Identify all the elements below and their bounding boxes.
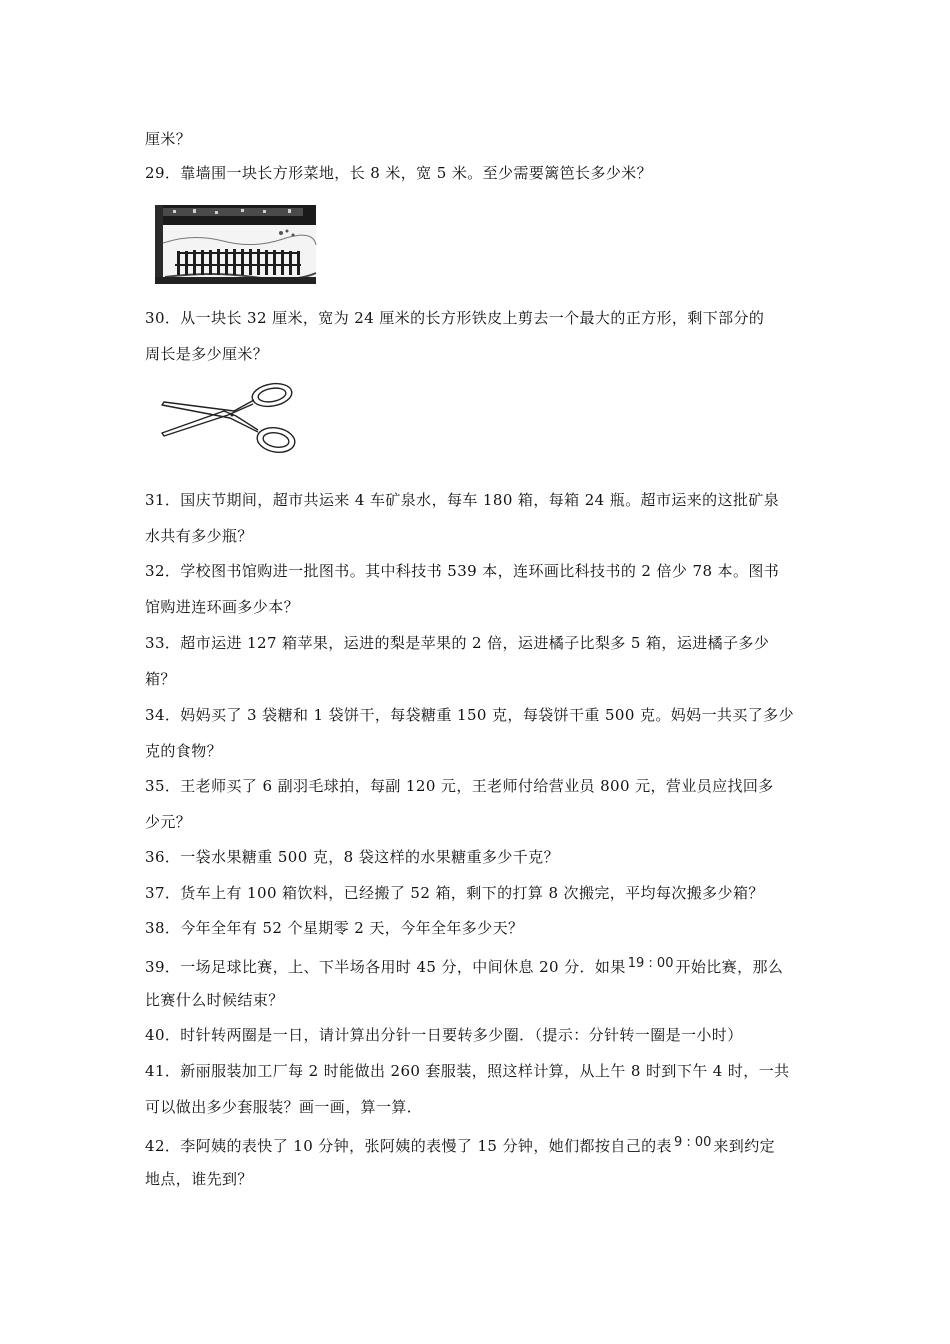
question-29: 29．靠墙围一块长方形菜地，长 8 米，宽 5 米。至少需要篱笆长多少米？ [145, 164, 653, 182]
question-41: 41．新丽服装加工厂每 2 时能做出 260 套服装，照这样计算，从上午 8 时到下午 4 时，一共 [145, 1062, 790, 1080]
question-42-text-end: 来到约定 [713, 1137, 776, 1155]
question-42 [145, 1133, 810, 1156]
question-39 [145, 954, 810, 977]
question-39-text-end: 开始比赛，那么 [675, 958, 784, 976]
scissors-icon [158, 378, 298, 460]
time-start-label: 19 : 00 [627, 956, 674, 971]
text-line: 箱？ [145, 670, 176, 688]
text-line: 少元？ [145, 813, 192, 831]
question-37: 37．货车上有 100 箱饮料，已经搬了 52 箱，剩下的打算 8 次搬完，平均每次搬多少箱？ [145, 884, 764, 902]
question-38: 38．今年全年有 52 个星期零 2 天，今年全年多少天？ [145, 919, 524, 937]
question-32: 32．学校图书馆购进一批图书。其中科技书 539 本，连环画比科技书的 2 倍少 78 本。图书 [145, 562, 780, 580]
question-36: 36．一袋水果糖重 500 克，8 袋这样的水果糖重多少千克？ [145, 848, 559, 866]
question-39-text-start: 39．一场足球比赛，上、下半场各用时 45 分，中间休息 20 分．如果 [145, 958, 626, 976]
text-line: 可以做出多少套服装？画一画，算一算． [145, 1098, 423, 1116]
time-watch-label: 9 : 00 [673, 1135, 712, 1150]
text-line: 水共有多少瓶？ [145, 527, 253, 545]
text-line: 厘米？ [145, 130, 192, 148]
question-33: 33．超市运进 127 箱苹果，运进的梨是苹果的 2 倍，运进橘子比梨多 5 箱，运进橘子多少 [145, 634, 770, 652]
question-40: 40．时针转两圈是一日，请计算出分针一日要转多少圈．（提示：分针转一圈是一小时） [145, 1026, 743, 1044]
question-30: 30．从一块长 32 厘米，宽为 24 厘米的长方形铁皮上剪去一个最大的正方形，剩下部分的 [145, 309, 765, 327]
text-line: 地点，谁先到？ [145, 1170, 253, 1188]
question-31: 31．国庆节期间，超市共运来 4 车矿泉水，每车 180 箱，每箱 24 瓶。超市运来的这批矿泉 [145, 491, 780, 509]
question-34: 34．妈妈买了 3 袋糖和 1 袋饼干，每袋糖重 150 克，每袋饼干重 500 克。妈妈一共买了多少 [145, 706, 794, 724]
text-line: 克的食物？ [145, 742, 223, 760]
text-line: 馆购进连环画多少本？ [145, 598, 300, 616]
question-35: 35．王老师买了 6 副羽毛球拍，每副 120 元，王老师付给营业员 800 元，营业员应找回多 [145, 777, 774, 795]
garden-picture [153, 203, 318, 286]
text-line: 比赛什么时候结束？ [145, 991, 284, 1009]
question-42-text-start: 42．李阿姨的表快了 10 分钟，张阿姨的表慢了 15 分钟，她们都按自己的表 [145, 1137, 672, 1155]
text-line: 周长是多少厘米？ [145, 345, 269, 363]
